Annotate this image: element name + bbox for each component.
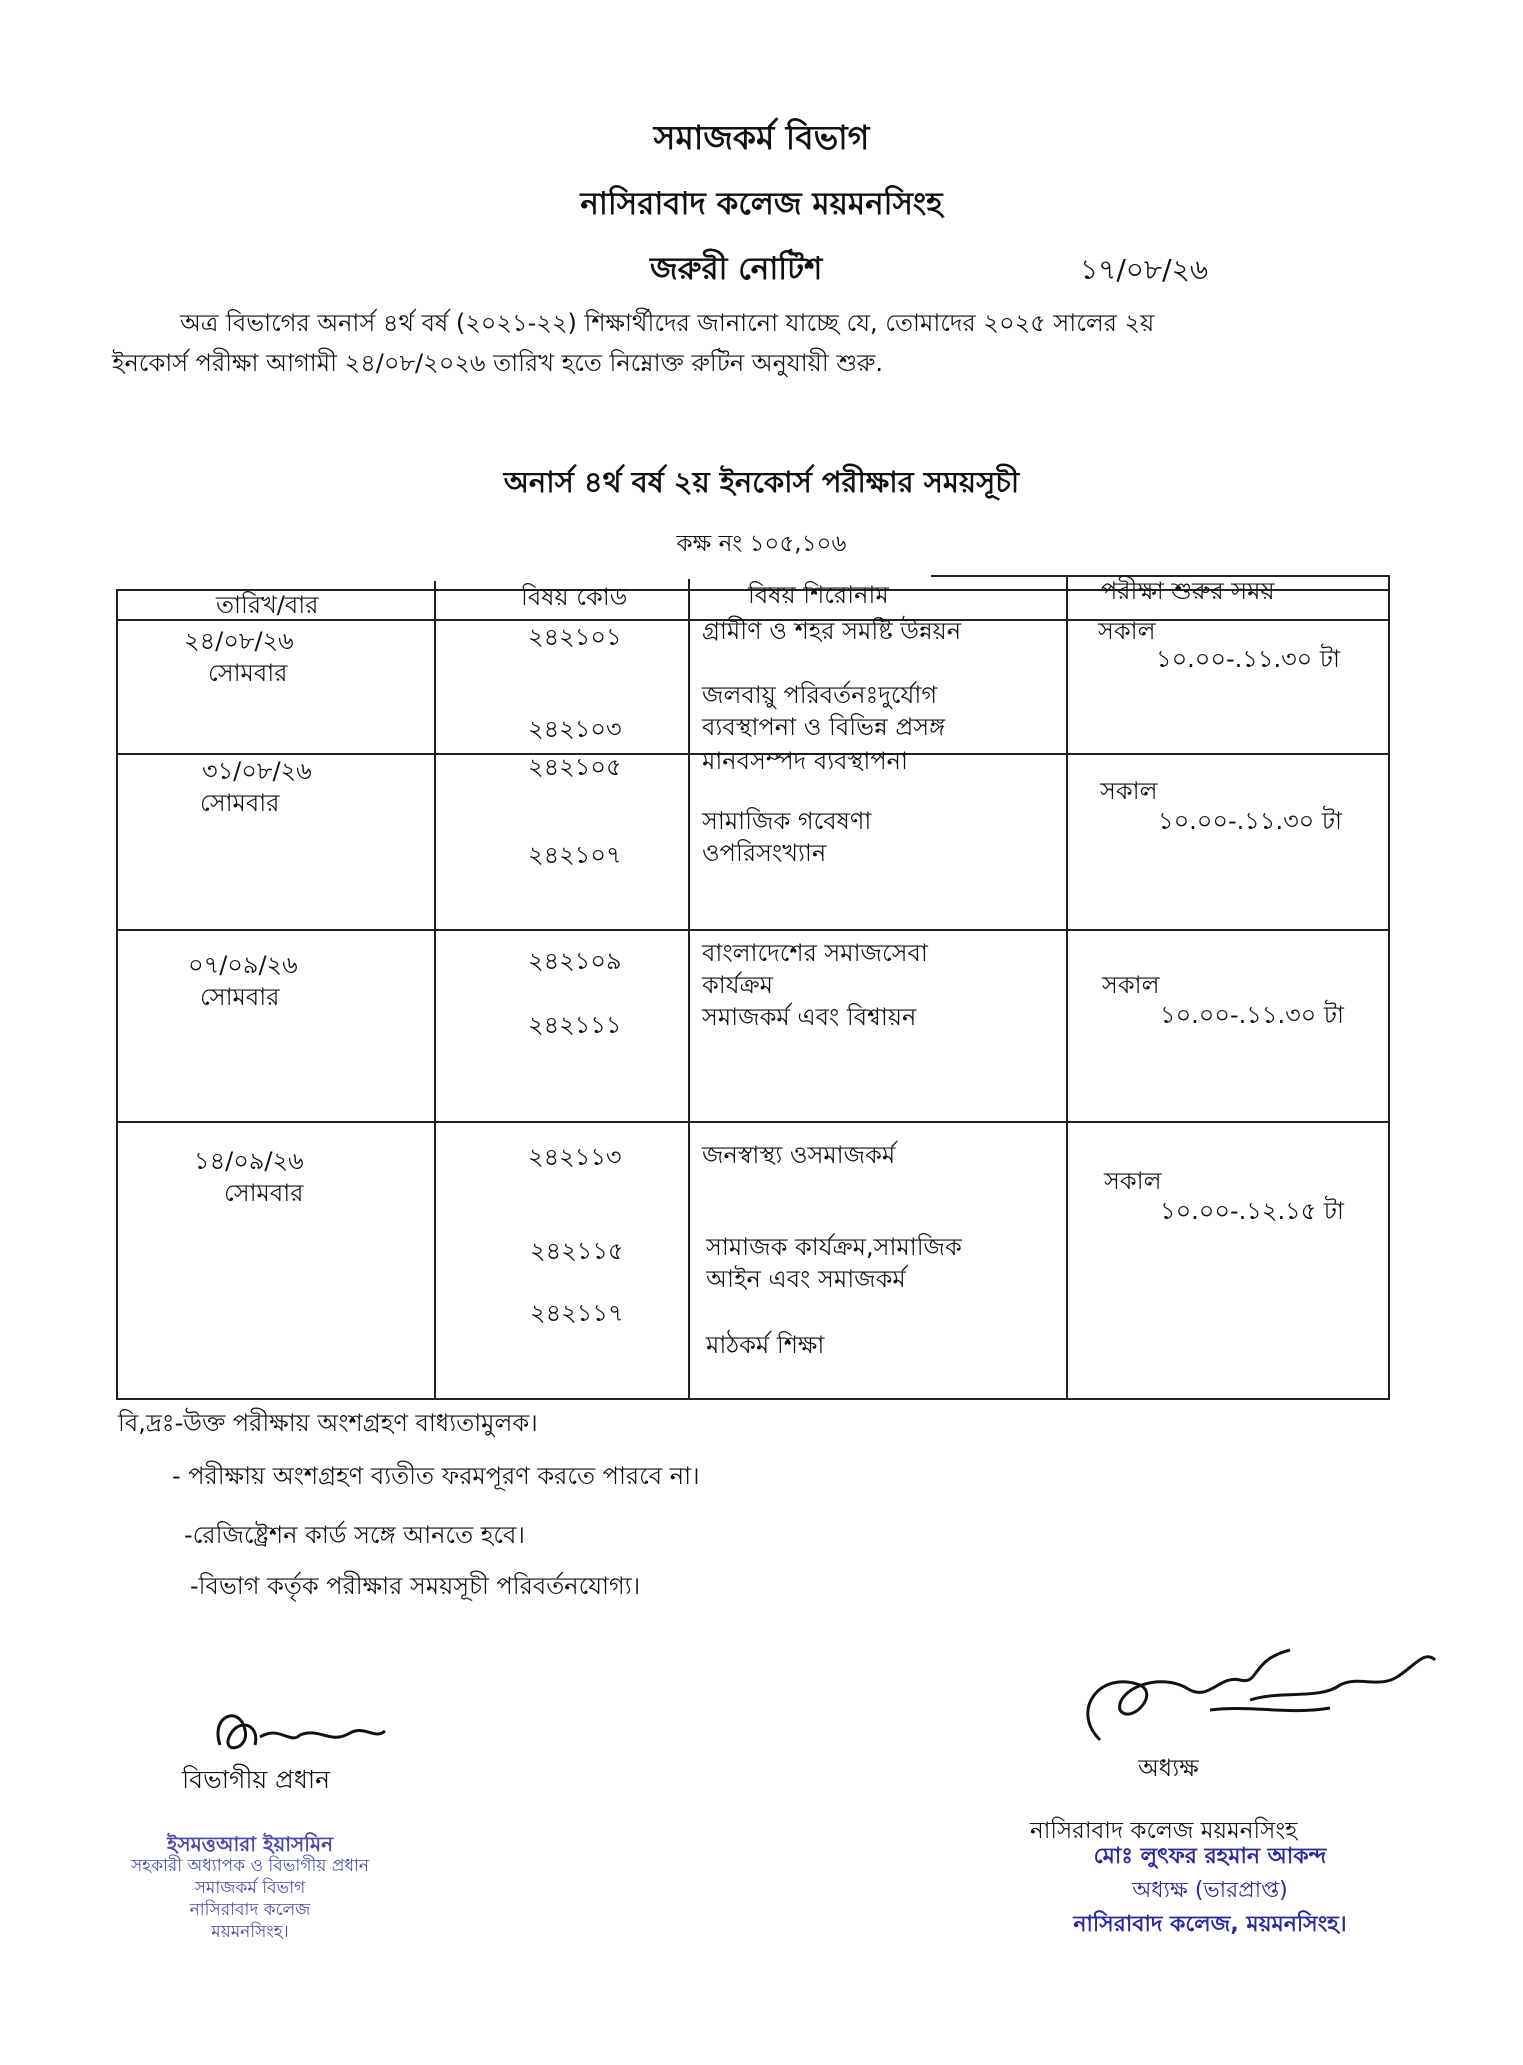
row4-code-3: ২৪২১১৭ (530, 1299, 624, 1327)
row4-title-1: জনস্বাস্থ্য ওসমাজকর্ম (702, 1141, 896, 1169)
head-stamp-line-3: নাসিরাবাদ কলেজ (189, 1900, 311, 1920)
row-line-3 (116, 1121, 1390, 1123)
principal-title: অধ্যক্ষ (1138, 1754, 1199, 1782)
principal-signature (1070, 1630, 1450, 1760)
row3-date: ০৭/০৯/২৬ (188, 951, 298, 979)
row2-session: সকাল (1100, 777, 1158, 805)
head-stamp-line-2: সমাজকর্ম বিভাগ (194, 1878, 306, 1898)
principal-stamp-college: নাসিরাবাদ কলেজ, ময়মনসিংহ। (1073, 1912, 1347, 1937)
row1-code-2: ২৪২১০৩ (528, 715, 622, 743)
row4-session: সকাল (1104, 1167, 1162, 1195)
head-signature (200, 1705, 400, 1765)
notice-body-line-1: অত্র বিভাগের অনার্স ৪র্থ বর্ষ (২০২১-২২) শিক্ষার্থীদের জানানো যাচ্ছে যে, তোমাদের ২০২৫ সালের ২য় (180, 309, 1155, 337)
principal-stamp-name: মোঃ লুৎফর রহমান আকন্দ (1093, 1844, 1327, 1869)
row3-title-2: কার্যক্রম (702, 971, 773, 999)
row4-title-2: সামাজক কার্যক্রম,সামাজিক (706, 1233, 962, 1261)
department-heading: সমাজকর্ম বিভাগ (653, 118, 870, 157)
col-line-3 (1066, 575, 1068, 1400)
principal-stamp-role: অধ্যক্ষ (ভারপ্রাপ্ত) (1132, 1878, 1288, 1903)
row4-day: সোমবার (224, 1179, 304, 1207)
row1-day: সোমবার (208, 659, 288, 687)
row2-code-1: ২৪২১০৫ (528, 753, 622, 781)
row2-title-1: মানবসম্পদ ব্যবস্থাপনা (702, 747, 908, 775)
college-heading: নাসিরাবাদ কলেজ ময়মনসিংহ (580, 186, 943, 222)
head-stamp-line-1: সহকারী অধ্যাপক ও বিভাগীয় প্রধান (130, 1856, 370, 1876)
row2-day: সোমবার (200, 789, 280, 817)
row3-session: সকাল (1102, 971, 1160, 999)
notice-body-line-2: ইনকোর্স পরীক্ষা আগামী ২৪/০৮/২০২৬ তারিখ হতে নিম্নোক্ত রুটিন অনুযায়ী শুরু. (112, 349, 884, 377)
row-line-2 (116, 929, 1390, 931)
note-2: - পরীক্ষায় অংশগ্রহণ ব্যতীত ফরমপূরণ করতে পারবে না। (172, 1462, 700, 1490)
row1-code-1: ২৪২১০১ (528, 623, 622, 651)
row1-title-1: গ্রামীণ ও শহর সমষ্টি উন্নয়ন (702, 617, 962, 645)
room-number: কক্ষ নং ১০৫,১০৬ (676, 531, 847, 557)
row2-code-2: ২৪২১০৭ (528, 841, 622, 869)
row2-date: ৩১/০৮/২৬ (202, 757, 312, 785)
head-stamp-line-4: ময়মনসিংহ। (211, 1922, 289, 1942)
row3-time: ১০.০০-.১১.৩০ টা (1160, 1001, 1344, 1029)
col-line-2 (688, 579, 690, 1400)
col-line-1 (434, 581, 436, 1400)
row4-title-3: আইন এবং সমাজকর্ম (706, 1265, 906, 1293)
row1-time: ১০.০০-.১১.৩০ টা (1156, 645, 1340, 673)
row1-title-3: ব্যবস্থাপনা ও বিভিন্ন প্রসঙ্গ (702, 713, 946, 741)
row4-title-4: মাঠকর্ম শিক্ষা (706, 1331, 825, 1359)
row4-time: ১০.০০-.১২.১৫ টা (1160, 1197, 1344, 1225)
row2-title-3: ওপরিসংখ্যান (702, 839, 827, 867)
row1-title-2: জলবায়ু পরিবর্তনঃদুর্যোগ (702, 681, 938, 709)
note-4: -বিভাগ কর্তৃক পরীক্ষার সময়সূচী পরিবর্তনযোগ্য। (190, 1572, 641, 1600)
row3-title-3: সমাজকর্ম এবং বিশ্বায়ন (702, 1003, 917, 1031)
row2-title-2: সামাজিক গবেষণা (702, 807, 872, 835)
row1-session: সকাল (1098, 617, 1156, 645)
notice-date: ১৭/০৮/২৬ (1080, 253, 1209, 286)
principal-stamp (1030, 1840, 1390, 1942)
row4-code-2: ২৪২১১৫ (530, 1237, 624, 1265)
principal-college: নাসিরাবাদ কলেজ ময়মনসিংহ (1030, 1818, 1298, 1844)
header-date: তারিখ/বার (216, 591, 319, 619)
schedule-table (116, 575, 1390, 1400)
row3-day: সোমবার (200, 983, 280, 1011)
notice-title: জরুরী নোটিশ (650, 251, 823, 287)
head-title: বিভাগীয় প্রধান (182, 1765, 330, 1794)
row3-title-1: বাংলাদেশের সমাজসেবা (702, 939, 928, 967)
table-bottom-border (116, 1398, 1390, 1400)
note-3: -রেজিষ্ট্রেশন কার্ড সঙ্গে আনতে হবে। (184, 1521, 525, 1549)
row4-code-1: ২৪২১১৩ (528, 1143, 622, 1171)
header-title: বিষয় শিরোনাম (748, 581, 889, 609)
header-code: বিষয় কোড (521, 583, 628, 611)
row3-code-1: ২৪২১০৯ (528, 947, 622, 975)
row1-date: ২৪/০৮/২৬ (184, 627, 294, 655)
head-stamp (100, 1833, 400, 1943)
header-time: পরীক্ষা শুরুর সময় (1101, 577, 1275, 605)
table-left-border (116, 589, 118, 1400)
row2-time: ১০.০০-.১১.৩০ টা (1158, 807, 1342, 835)
table-right-border (1388, 575, 1390, 1400)
note-1: বি,দ্রঃ-উক্ত পরীক্ষায় অংশগ্রহণ বাধ্যতামুলক। (118, 1409, 538, 1437)
row3-code-2: ২৪২১১১ (528, 1011, 622, 1039)
head-stamp-name: ইসমত্তআরা ইয়াসমিন (166, 1832, 334, 1856)
row4-date: ১৪/০৯/২৬ (194, 1147, 304, 1175)
schedule-title: অনার্স ৪র্থ বর্ষ ২য় ইনকোর্স পরীক্ষার সময়সূচী (503, 465, 1020, 499)
